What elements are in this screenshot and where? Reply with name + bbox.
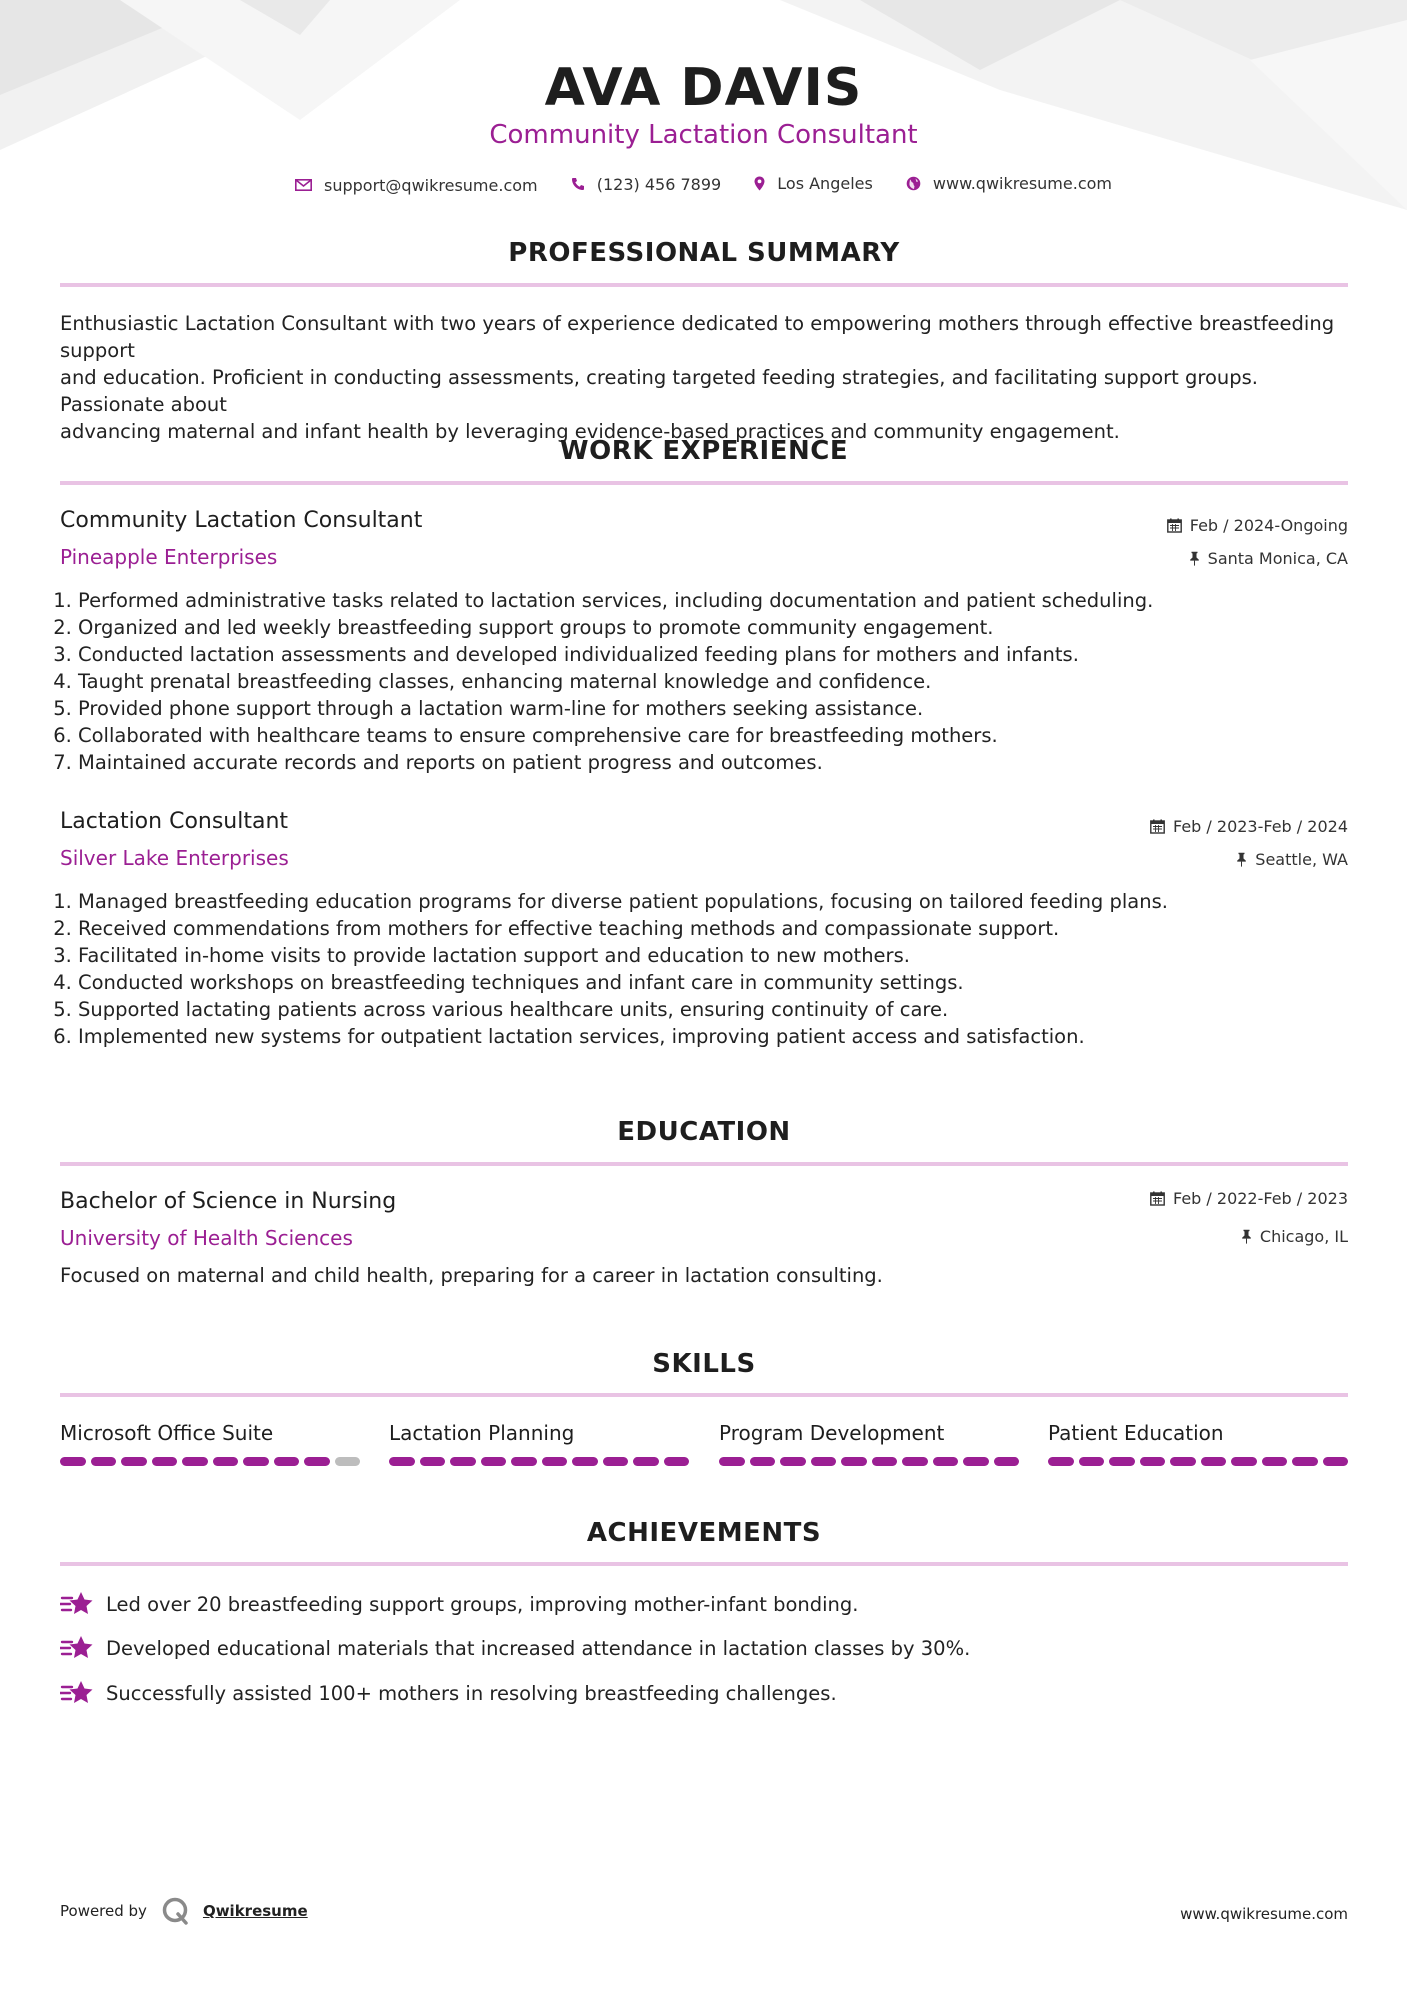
job-title: Lactation Consultant xyxy=(60,809,289,834)
list-item: 5. Provided phone support through a lactation warm-line for mothers seeking assistance. xyxy=(78,695,1358,722)
skill-segment-filled xyxy=(1292,1457,1318,1466)
skill-segment-filled xyxy=(420,1457,446,1466)
summary-line: advancing maternal and infant health by leveraging evidence-based practices and community engagement. xyxy=(60,420,1120,443)
list-item: 4. Taught prenatal breastfeeding classes, enhancing maternal knowledge and confidence. xyxy=(78,668,1358,695)
skill-segment-filled xyxy=(750,1457,776,1466)
skill-segment-filled xyxy=(633,1457,659,1466)
globe-icon xyxy=(906,176,921,191)
job-dates xyxy=(1150,817,1348,836)
skill-segment-filled xyxy=(1231,1457,1257,1466)
degree-title: Bachelor of Science in Nursing xyxy=(60,1189,397,1214)
job-location-text: Seattle, WA xyxy=(1255,850,1348,869)
calendar-icon xyxy=(1150,819,1165,834)
contact-email-text: support@qwikresume.com xyxy=(324,175,538,195)
list-item: 2. Organized and led weekly breastfeeding support groups to promote community engagement. xyxy=(78,614,1358,641)
contact-phone-text: (123) 456 7899 xyxy=(596,174,722,194)
list-item: 1. Managed breastfeeding education programs for diverse patient populations, focusing on tailored feeding plans. xyxy=(78,888,1358,915)
job-title: Community Lactation Consultant xyxy=(60,508,423,533)
candidate-role: Community Lactation Consultant xyxy=(489,120,918,150)
education-dates xyxy=(1150,1189,1348,1208)
job-location xyxy=(1236,850,1348,869)
skill-name: Lactation Planning xyxy=(389,1421,575,1445)
skill-segment-filled xyxy=(841,1457,867,1466)
skill-segment-empty xyxy=(335,1457,361,1466)
envelope-icon xyxy=(295,179,312,191)
list-item: 6. Collaborated with healthcare teams to ensure comprehensive care for breastfeeding mothers. xyxy=(78,722,1358,749)
job-bullet-list xyxy=(60,587,1358,776)
achievement-item xyxy=(60,1679,837,1707)
skill-segment-filled xyxy=(91,1457,117,1466)
skill-level-bar xyxy=(389,1457,689,1466)
skill-segment-filled xyxy=(1262,1457,1288,1466)
job-company: Silver Lake Enterprises xyxy=(60,846,289,870)
skill-level-bar xyxy=(719,1457,1019,1466)
skill-segment-filled xyxy=(274,1457,300,1466)
achievement-text: Led over 20 breastfeeding support groups, improving mother-infant bonding. xyxy=(106,1592,859,1616)
contact-website-text: www.qwikresume.com xyxy=(932,174,1112,193)
education-location-text: Chicago, IL xyxy=(1259,1227,1348,1246)
skill-segment-filled xyxy=(872,1457,898,1466)
list-item: 3. Conducted lactation assessments and developed individualized feeding plans for mothers and infants. xyxy=(78,641,1358,668)
powered-by-label: Powered by xyxy=(60,1902,147,1920)
summary-line: Enthusiastic Lactation Consultant with two years of experience dedicated to empowering mothers through effective breastfeeding support xyxy=(60,312,1335,362)
skill-segment-filled xyxy=(572,1457,598,1466)
footer-powered-by xyxy=(60,1896,308,1926)
achievement-item xyxy=(60,1634,970,1662)
skill-segment-filled xyxy=(1140,1457,1166,1466)
skill-segment-filled xyxy=(213,1457,239,1466)
skill-segment-filled xyxy=(450,1457,476,1466)
skill-segment-filled xyxy=(121,1457,147,1466)
qwikresume-link[interactable]: Qwikresume xyxy=(202,1902,308,1920)
shooting-star-icon xyxy=(60,1634,94,1662)
skill-segment-filled xyxy=(1079,1457,1105,1466)
map-pin-icon xyxy=(754,176,765,191)
summary-text xyxy=(60,310,1350,445)
education-heading: EDUCATION xyxy=(617,1117,791,1147)
calendar-icon xyxy=(1167,518,1182,533)
contact-location-text: Los Angeles xyxy=(777,174,873,193)
job-dates-text: Feb / 2023-Feb / 2024 xyxy=(1173,817,1348,836)
pushpin-icon xyxy=(1236,852,1247,867)
skill-segment-filled xyxy=(963,1457,989,1466)
skill-name: Patient Education xyxy=(1048,1421,1224,1445)
education-dates-text: Feb / 2022-Feb / 2023 xyxy=(1173,1189,1348,1208)
skill-segment-filled xyxy=(780,1457,806,1466)
pushpin-icon xyxy=(1189,551,1200,566)
skills-divider xyxy=(60,1393,1348,1397)
achievements-heading: ACHIEVEMENTS xyxy=(586,1518,822,1548)
skill-segment-filled xyxy=(664,1457,690,1466)
contact-phone[interactable] xyxy=(571,175,721,194)
education-divider xyxy=(60,1162,1348,1166)
achievement-text: Successfully assisted 100+ mothers in resolving breastfeeding challenges. xyxy=(106,1681,837,1705)
job-location-text: Santa Monica, CA xyxy=(1207,549,1348,568)
skill-segment-filled xyxy=(542,1457,568,1466)
skill-segment-filled xyxy=(60,1457,86,1466)
skill-name: Program Development xyxy=(719,1421,945,1445)
contact-bar xyxy=(0,174,1407,195)
pushpin-icon xyxy=(1241,1229,1252,1244)
contact-email[interactable] xyxy=(295,176,538,195)
experience-divider xyxy=(60,481,1348,485)
list-item: 7. Maintained accurate records and reports on patient progress and outcomes. xyxy=(78,749,1358,776)
skill-segment-filled xyxy=(152,1457,178,1466)
skill-segment-filled xyxy=(994,1457,1020,1466)
list-item: 6. Implemented new systems for outpatient lactation services, improving patient access and satisfaction. xyxy=(78,1023,1358,1050)
skill-segment-filled xyxy=(719,1457,745,1466)
candidate-name: AVA DAVIS xyxy=(544,58,863,118)
skill-segment-filled xyxy=(933,1457,959,1466)
experience-heading: WORK EXPERIENCE xyxy=(559,436,849,466)
shooting-star-icon xyxy=(60,1679,94,1707)
skill-segment-filled xyxy=(304,1457,330,1466)
job-location xyxy=(1189,549,1348,568)
list-item: 1. Performed administrative tasks related to lactation services, including documentation and patient scheduling. xyxy=(78,587,1358,614)
qwikresume-logo-icon xyxy=(161,1896,191,1926)
summary-heading: PROFESSIONAL SUMMARY xyxy=(508,238,900,268)
school-name: University of Health Sciences xyxy=(60,1226,353,1250)
skill-segment-filled xyxy=(902,1457,928,1466)
job-bullet-list xyxy=(60,888,1358,1050)
skill-level-bar xyxy=(60,1457,360,1466)
list-item: 3. Facilitated in-home visits to provide lactation support and education to new mothers. xyxy=(78,942,1358,969)
job-dates xyxy=(1167,516,1348,535)
calendar-icon xyxy=(1150,1191,1165,1206)
summary-line: and education. Proficient in conducting assessments, creating targeted feeding strategies, and facilitating support groups. Passionate about xyxy=(60,366,1258,416)
skill-segment-filled xyxy=(1323,1457,1349,1466)
footer-website[interactable]: www.qwikresume.com xyxy=(1180,1905,1348,1923)
contact-website[interactable] xyxy=(906,174,1112,193)
job-dates-text: Feb / 2024-Ongoing xyxy=(1189,516,1348,535)
education-description: Focused on maternal and child health, preparing for a career in lactation consulting. xyxy=(60,1264,883,1287)
phone-icon xyxy=(571,177,585,191)
skill-name: Microsoft Office Suite xyxy=(60,1421,274,1445)
skill-segment-filled xyxy=(389,1457,415,1466)
skill-segment-filled xyxy=(1109,1457,1135,1466)
shooting-star-icon xyxy=(60,1590,94,1618)
skill-segment-filled xyxy=(182,1457,208,1466)
achievement-text: Developed educational materials that increased attendance in lactation classes by 30%. xyxy=(106,1636,971,1660)
job-company: Pineapple Enterprises xyxy=(60,545,278,569)
skill-segment-filled xyxy=(1170,1457,1196,1466)
skill-segment-filled xyxy=(603,1457,629,1466)
skill-segment-filled xyxy=(243,1457,269,1466)
contact-location xyxy=(754,174,873,193)
summary-divider xyxy=(60,283,1348,287)
skill-segment-filled xyxy=(511,1457,537,1466)
list-item: 4. Conducted workshops on breastfeeding techniques and infant care in community settings. xyxy=(78,969,1358,996)
skill-level-bar xyxy=(1048,1457,1348,1466)
list-item: 5. Supported lactating patients across various healthcare units, ensuring continuity of care. xyxy=(78,996,1358,1023)
skills-heading: SKILLS xyxy=(652,1349,756,1379)
skill-segment-filled xyxy=(481,1457,507,1466)
skill-segment-filled xyxy=(1048,1457,1074,1466)
skill-segment-filled xyxy=(811,1457,837,1466)
education-location xyxy=(1241,1227,1348,1246)
achievement-item xyxy=(60,1590,858,1618)
skill-segment-filled xyxy=(1201,1457,1227,1466)
list-item: 2. Received commendations from mothers for effective teaching methods and compassionate support. xyxy=(78,915,1358,942)
achievements-divider xyxy=(60,1562,1348,1566)
